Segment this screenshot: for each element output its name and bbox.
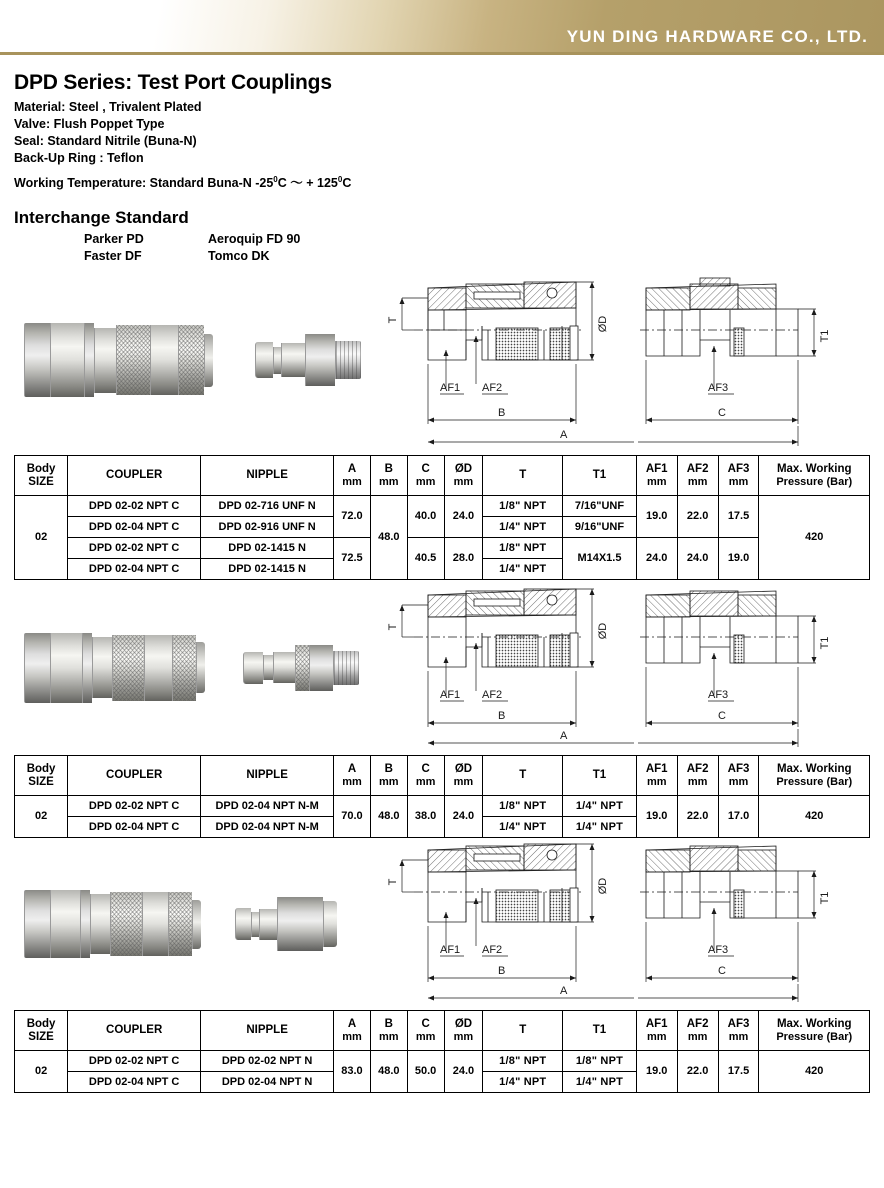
th-d-unit: mm bbox=[453, 1030, 474, 1043]
th-c-label: C bbox=[421, 762, 430, 775]
table-header-row bbox=[15, 756, 870, 796]
figure-section-3 bbox=[14, 838, 870, 1010]
dim-label-D: ØD bbox=[597, 622, 609, 639]
table-row bbox=[15, 796, 870, 817]
cell-body-size: 02 bbox=[15, 796, 68, 838]
th-nipple: NIPPLE bbox=[201, 456, 334, 496]
cell-d: 24.0 bbox=[444, 1051, 483, 1093]
cell-d: 28.0 bbox=[444, 538, 483, 580]
cell-af2: 22.0 bbox=[677, 1051, 718, 1093]
cell-af1: 19.0 bbox=[636, 796, 677, 838]
cell-t1: M14X1.5 bbox=[563, 538, 637, 580]
th-c-unit: mm bbox=[415, 475, 436, 488]
dim-label-T1: T1 bbox=[819, 329, 831, 343]
cell-t: 1/8" NPT bbox=[483, 538, 563, 559]
th-a-unit: mm bbox=[342, 475, 362, 488]
cell-t: 1/8" NPT bbox=[483, 796, 563, 817]
th-a bbox=[334, 756, 371, 796]
th-coupler: COUPLER bbox=[68, 456, 201, 496]
dim-label-T: T bbox=[387, 623, 399, 631]
th-c-unit: mm bbox=[415, 1030, 436, 1043]
dim-label-AF3: AF3 bbox=[708, 944, 729, 957]
th-c bbox=[407, 456, 444, 496]
cell-af1: 19.0 bbox=[636, 496, 677, 538]
th-b bbox=[370, 456, 407, 496]
cell-coupler: DPD 02-02 NPT C bbox=[68, 538, 201, 559]
cell-b: 48.0 bbox=[370, 796, 407, 838]
cell-t: 1/8" NPT bbox=[483, 1051, 563, 1072]
th-af2 bbox=[677, 456, 718, 496]
table-header-row bbox=[15, 456, 870, 496]
cell-nipple: DPD 02-04 NPT N-M bbox=[201, 796, 334, 817]
cell-coupler: DPD 02-04 NPT C bbox=[68, 517, 201, 538]
table-row bbox=[15, 1051, 870, 1072]
nipple-photo-1 bbox=[255, 334, 361, 386]
spec-material: Material: Steel , Trivalent Plated bbox=[14, 100, 202, 114]
spec-table-3 bbox=[14, 1010, 870, 1093]
th-coupler: COUPLER bbox=[68, 1011, 201, 1051]
th-coupler: COUPLER bbox=[68, 756, 201, 796]
th-b-unit: mm bbox=[379, 475, 399, 488]
spec-working-temperature bbox=[14, 171, 870, 192]
cell-af2: 22.0 bbox=[677, 796, 718, 838]
cell-c: 38.0 bbox=[407, 796, 444, 838]
spec-seal: Seal: Standard Nitrile (Buna-N) bbox=[14, 134, 197, 148]
interchange-parker: Parker PD bbox=[84, 232, 144, 247]
temp-mid: C ～ + 125 bbox=[277, 176, 338, 191]
cell-a: 72.0 bbox=[334, 496, 371, 538]
cell-t: 1/4" NPT bbox=[483, 1072, 563, 1093]
th-c-unit: mm bbox=[415, 775, 436, 788]
interchange-row bbox=[84, 248, 870, 265]
cell-c: 40.0 bbox=[407, 496, 444, 538]
dim-label-C: C bbox=[718, 406, 726, 419]
dim-label-AF3: AF3 bbox=[708, 688, 729, 701]
dim-label-AF2: AF2 bbox=[482, 688, 503, 701]
th-mwp-l2: Pressure (Bar) bbox=[776, 475, 853, 488]
engineering-drawings-2 bbox=[384, 583, 870, 753]
interchange-aeroquip: Aeroquip FD 90 bbox=[208, 232, 301, 247]
cell-t1: 1/4" NPT bbox=[563, 1072, 637, 1093]
th-body-size-l1: Body bbox=[26, 462, 56, 475]
cell-c: 40.5 bbox=[407, 538, 444, 580]
th-a-label: A bbox=[347, 1017, 357, 1030]
th-t: T bbox=[483, 756, 563, 796]
banner-spacer bbox=[0, 55, 884, 63]
th-af3-label: AF3 bbox=[727, 462, 750, 475]
cell-t: 1/8" NPT bbox=[483, 496, 563, 517]
interchange-tomco: Tomco DK bbox=[208, 249, 270, 264]
cell-t1: 1/4" NPT bbox=[563, 817, 637, 838]
th-body-size bbox=[15, 756, 68, 796]
dim-label-AF1: AF1 bbox=[440, 944, 461, 957]
th-max-pressure bbox=[759, 756, 870, 796]
dim-label-A: A bbox=[560, 428, 568, 441]
th-af1-label: AF1 bbox=[645, 462, 668, 475]
th-t: T bbox=[483, 1011, 563, 1051]
th-af2 bbox=[677, 756, 718, 796]
th-a-label: A bbox=[347, 762, 357, 775]
th-af1-unit: mm bbox=[646, 1030, 667, 1043]
th-a-label: A bbox=[347, 462, 357, 475]
nipple-photo-3 bbox=[235, 897, 337, 951]
product-photos-2 bbox=[14, 633, 384, 703]
cell-coupler: DPD 02-04 NPT C bbox=[68, 559, 201, 580]
th-b bbox=[370, 1011, 407, 1051]
cell-max-pressure: 420 bbox=[759, 796, 870, 838]
dim-label-T1: T1 bbox=[819, 891, 831, 905]
th-af3-label: AF3 bbox=[727, 762, 750, 775]
dim-label-B: B bbox=[498, 406, 506, 419]
dim-label-T: T bbox=[387, 878, 399, 886]
th-nipple: NIPPLE bbox=[201, 1011, 334, 1051]
coupler-photo-2 bbox=[24, 633, 205, 703]
th-af3-unit: mm bbox=[728, 475, 749, 488]
coupler-photo-1 bbox=[24, 323, 213, 397]
th-d bbox=[444, 456, 483, 496]
cell-t: 1/4" NPT bbox=[483, 817, 563, 838]
th-af1-label: AF1 bbox=[645, 1017, 668, 1030]
dim-label-B: B bbox=[498, 965, 506, 978]
temp-degree-2: 0 bbox=[337, 175, 343, 184]
cell-a: 72.5 bbox=[334, 538, 371, 580]
th-body-size-l2: SIZE bbox=[28, 475, 54, 488]
th-af2-label: AF2 bbox=[686, 462, 709, 475]
th-c bbox=[407, 756, 444, 796]
th-af3-unit: mm bbox=[728, 1030, 749, 1043]
figure-section-2 bbox=[14, 580, 870, 755]
product-photos-1 bbox=[14, 323, 384, 397]
dim-label-T: T bbox=[387, 316, 399, 324]
cell-coupler: DPD 02-04 NPT C bbox=[68, 817, 201, 838]
company-name: YUN DING HARDWARE CO., LTD. bbox=[566, 27, 868, 46]
cell-nipple: DPD 02-02 NPT N bbox=[201, 1051, 334, 1072]
th-b-label: B bbox=[384, 462, 393, 475]
th-a bbox=[334, 456, 371, 496]
th-max-pressure bbox=[759, 1011, 870, 1051]
th-body-size-l1: Body bbox=[26, 1017, 56, 1030]
th-d-label: ØD bbox=[454, 1017, 473, 1030]
th-t1: T1 bbox=[563, 1011, 637, 1051]
th-af2-unit: mm bbox=[687, 475, 708, 488]
cell-af2: 24.0 bbox=[677, 538, 718, 580]
th-af1-unit: mm bbox=[646, 475, 667, 488]
interchange-heading: Interchange Standard bbox=[14, 208, 189, 228]
cell-t1: 7/16"UNF bbox=[563, 496, 637, 517]
th-mwp-l1: Max. Working bbox=[776, 1017, 852, 1030]
coupler-assembly-drawing-1 bbox=[384, 268, 634, 453]
cell-t: 1/4" NPT bbox=[483, 517, 563, 538]
cell-t1: 9/16"UNF bbox=[563, 517, 637, 538]
th-b-label: B bbox=[384, 762, 393, 775]
engineering-drawings-3 bbox=[384, 840, 870, 1008]
coupler-assembly-drawing-3 bbox=[384, 840, 634, 1008]
coupler-assembly-drawing-2 bbox=[384, 583, 634, 753]
th-a bbox=[334, 1011, 371, 1051]
cell-nipple: DPD 02-916 UNF N bbox=[201, 517, 334, 538]
cell-af1: 19.0 bbox=[636, 1051, 677, 1093]
th-d-label: ØD bbox=[454, 462, 473, 475]
cell-body-size: 02 bbox=[15, 1051, 68, 1093]
dim-label-AF1: AF1 bbox=[440, 688, 461, 701]
cell-nipple: DPD 02-1415 N bbox=[201, 538, 334, 559]
th-b-unit: mm bbox=[379, 775, 399, 788]
th-af3-label: AF3 bbox=[727, 1017, 750, 1030]
th-b bbox=[370, 756, 407, 796]
cell-coupler: DPD 02-02 NPT C bbox=[68, 796, 201, 817]
th-t1: T1 bbox=[563, 756, 637, 796]
th-mwp-l1: Max. Working bbox=[776, 462, 852, 475]
coupler-photo-3 bbox=[24, 890, 201, 958]
th-af2-label: AF2 bbox=[686, 762, 709, 775]
spec-backup-ring: Back-Up Ring : Teflon bbox=[14, 151, 144, 165]
cell-coupler: DPD 02-02 NPT C bbox=[68, 1051, 201, 1072]
dim-label-C: C bbox=[718, 709, 726, 722]
interchange-row bbox=[84, 231, 870, 248]
cell-coupler: DPD 02-04 NPT C bbox=[68, 1072, 201, 1093]
product-photos-3 bbox=[14, 890, 384, 958]
cell-coupler: DPD 02-02 NPT C bbox=[68, 496, 201, 517]
cell-t: 1/4" NPT bbox=[483, 559, 563, 580]
cell-b: 48.0 bbox=[370, 496, 407, 580]
th-c-label: C bbox=[421, 1017, 430, 1030]
th-body-size bbox=[15, 456, 68, 496]
cell-nipple: DPD 02-716 UNF N bbox=[201, 496, 334, 517]
page-banner bbox=[0, 0, 884, 52]
th-d bbox=[444, 1011, 483, 1051]
th-max-pressure bbox=[759, 456, 870, 496]
th-d bbox=[444, 756, 483, 796]
th-nipple: NIPPLE bbox=[201, 756, 334, 796]
th-body-size-l2: SIZE bbox=[28, 775, 54, 788]
th-a-unit: mm bbox=[342, 1030, 362, 1043]
engineering-drawings-1 bbox=[384, 268, 870, 453]
th-b-label: B bbox=[384, 1017, 393, 1030]
interchange-list bbox=[84, 231, 870, 265]
cell-d: 24.0 bbox=[444, 796, 483, 838]
th-af2-unit: mm bbox=[687, 775, 708, 788]
th-af3 bbox=[718, 756, 759, 796]
cell-nipple: DPD 02-04 NPT N bbox=[201, 1072, 334, 1093]
cell-nipple: DPD 02-04 NPT N-M bbox=[201, 817, 334, 838]
th-af1 bbox=[636, 756, 677, 796]
spec-valve: Valve: Flush Poppet Type bbox=[14, 117, 165, 131]
th-af1-label: AF1 bbox=[645, 762, 668, 775]
temp-prefix: Working Temperature: Standard Buna-N -25 bbox=[14, 176, 274, 191]
th-af2-label: AF2 bbox=[686, 1017, 709, 1030]
th-mwp-l2: Pressure (Bar) bbox=[776, 775, 853, 788]
cell-af3: 19.0 bbox=[718, 538, 759, 580]
th-t: T bbox=[483, 456, 563, 496]
th-af3 bbox=[718, 456, 759, 496]
dim-label-T1: T1 bbox=[819, 636, 831, 650]
nipple-assembly-drawing-1 bbox=[638, 268, 848, 453]
cell-body-size: 02 bbox=[15, 496, 68, 580]
dim-label-A: A bbox=[560, 729, 568, 742]
th-af2-unit: mm bbox=[687, 1030, 708, 1043]
dim-label-A: A bbox=[560, 985, 568, 998]
dim-label-B: B bbox=[498, 709, 506, 722]
cell-max-pressure: 420 bbox=[759, 496, 870, 580]
cell-a: 70.0 bbox=[334, 796, 371, 838]
th-body-size bbox=[15, 1011, 68, 1051]
cell-nipple: DPD 02-1415 N bbox=[201, 559, 334, 580]
th-c-label: C bbox=[421, 462, 430, 475]
cell-af3: 17.5 bbox=[718, 1051, 759, 1093]
th-d-unit: mm bbox=[453, 775, 474, 788]
cell-af1: 24.0 bbox=[636, 538, 677, 580]
cell-c: 50.0 bbox=[407, 1051, 444, 1093]
figure-section-1 bbox=[14, 265, 870, 455]
dim-label-AF3: AF3 bbox=[708, 381, 729, 394]
nipple-assembly-drawing-2 bbox=[638, 583, 848, 753]
cell-b: 48.0 bbox=[370, 1051, 407, 1093]
th-mwp-l1: Max. Working bbox=[776, 762, 852, 775]
interchange-faster: Faster DF bbox=[84, 249, 142, 264]
nipple-assembly-drawing-3 bbox=[638, 840, 848, 1008]
th-af2 bbox=[677, 1011, 718, 1051]
th-a-unit: mm bbox=[342, 775, 362, 788]
page-title: DPD Series: Test Port Couplings bbox=[14, 71, 332, 94]
dim-label-AF2: AF2 bbox=[482, 944, 503, 957]
spec-table-1 bbox=[14, 455, 870, 580]
cell-a: 83.0 bbox=[334, 1051, 371, 1093]
th-af3-unit: mm bbox=[728, 775, 749, 788]
dim-label-AF1: AF1 bbox=[440, 381, 461, 394]
nipple-photo-2 bbox=[243, 645, 359, 691]
cell-af2: 22.0 bbox=[677, 496, 718, 538]
th-af1 bbox=[636, 1011, 677, 1051]
cell-max-pressure: 420 bbox=[759, 1051, 870, 1093]
cell-af3: 17.0 bbox=[718, 796, 759, 838]
th-t1: T1 bbox=[563, 456, 637, 496]
th-d-label: ØD bbox=[454, 762, 473, 775]
th-af3 bbox=[718, 1011, 759, 1051]
th-af1 bbox=[636, 456, 677, 496]
cell-t1: 1/4" NPT bbox=[563, 796, 637, 817]
table-header-row bbox=[15, 1011, 870, 1051]
dim-label-D: ØD bbox=[597, 315, 609, 332]
table-row bbox=[15, 538, 870, 559]
dim-label-AF2: AF2 bbox=[482, 381, 503, 394]
th-c bbox=[407, 1011, 444, 1051]
th-b-unit: mm bbox=[379, 1030, 399, 1043]
th-af1-unit: mm bbox=[646, 775, 667, 788]
th-body-size-l1: Body bbox=[26, 762, 56, 775]
dim-label-D: ØD bbox=[597, 877, 609, 895]
dim-label-C: C bbox=[718, 965, 726, 978]
cell-t1: 1/8" NPT bbox=[563, 1051, 637, 1072]
cell-d: 24.0 bbox=[444, 496, 483, 538]
cell-af3: 17.5 bbox=[718, 496, 759, 538]
th-d-unit: mm bbox=[453, 475, 474, 488]
temp-suffix: C bbox=[342, 176, 352, 191]
table-row bbox=[15, 496, 870, 517]
temp-degree-1: 0 bbox=[273, 175, 278, 184]
th-mwp-l2: Pressure (Bar) bbox=[776, 1030, 853, 1043]
spec-table-2 bbox=[14, 755, 870, 838]
th-body-size-l2: SIZE bbox=[28, 1030, 54, 1043]
